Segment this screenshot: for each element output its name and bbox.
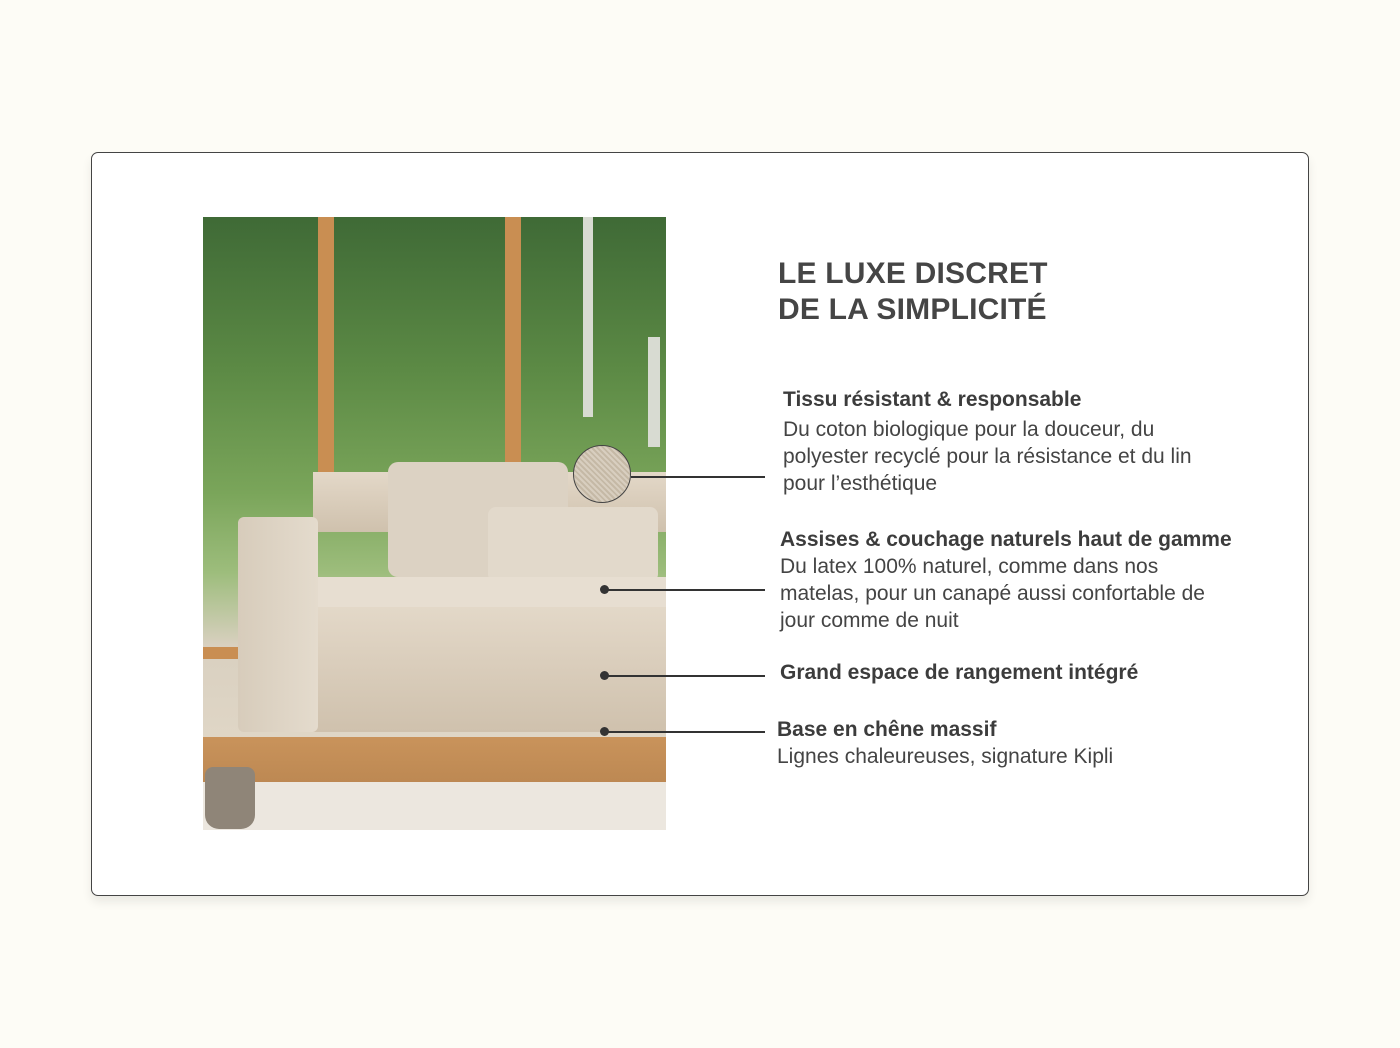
title-line-1: LE LUXE DISCRET [778, 257, 1048, 290]
fabric-swatch-icon [573, 445, 631, 503]
feature-heading: Assises & couchage naturels haut de gamme [780, 528, 1232, 551]
feature-text: jour comme de nuit [780, 609, 959, 632]
window-frame [505, 217, 521, 467]
tree-trunk [648, 337, 660, 447]
rug [203, 782, 666, 830]
section-title [778, 256, 1048, 328]
feature-seating [780, 526, 1232, 634]
feature-oak-base [777, 716, 1113, 770]
feature-text: Lignes chaleureuses, signature Kipli [777, 745, 1114, 768]
callout-line [631, 476, 765, 478]
sofa-arm [238, 517, 318, 732]
callout-line [604, 589, 765, 591]
feature-text: polyester recyclé pour la résistance et du lin [783, 445, 1192, 468]
sofa-seat [313, 577, 666, 607]
feature-heading: Base en chêne massif [777, 718, 997, 741]
feature-heading: Grand espace de rangement intégré [780, 661, 1139, 684]
window-frame [318, 217, 334, 507]
feature-storage [780, 659, 1138, 686]
feature-text: Du coton biologique pour la douceur, du [783, 418, 1155, 441]
feature-text: matelas, pour un canapé aussi confortable de [780, 582, 1205, 605]
window-frame [203, 647, 238, 659]
callout-line [604, 675, 765, 677]
sofa-base [313, 607, 666, 732]
tree-trunk [583, 217, 593, 417]
feature-text: Du latex 100% naturel, comme dans nos [780, 555, 1159, 578]
title-line-2: DE LA SIMPLICITÉ [778, 293, 1047, 326]
feature-fabric [783, 386, 1192, 497]
sofa-photo [203, 217, 666, 830]
callout-line [604, 731, 765, 733]
ceramic-cup [205, 767, 255, 829]
cushion [488, 507, 658, 582]
feature-text: pour l’esthétique [783, 472, 938, 495]
feature-heading: Tissu résistant & responsable [783, 388, 1082, 411]
